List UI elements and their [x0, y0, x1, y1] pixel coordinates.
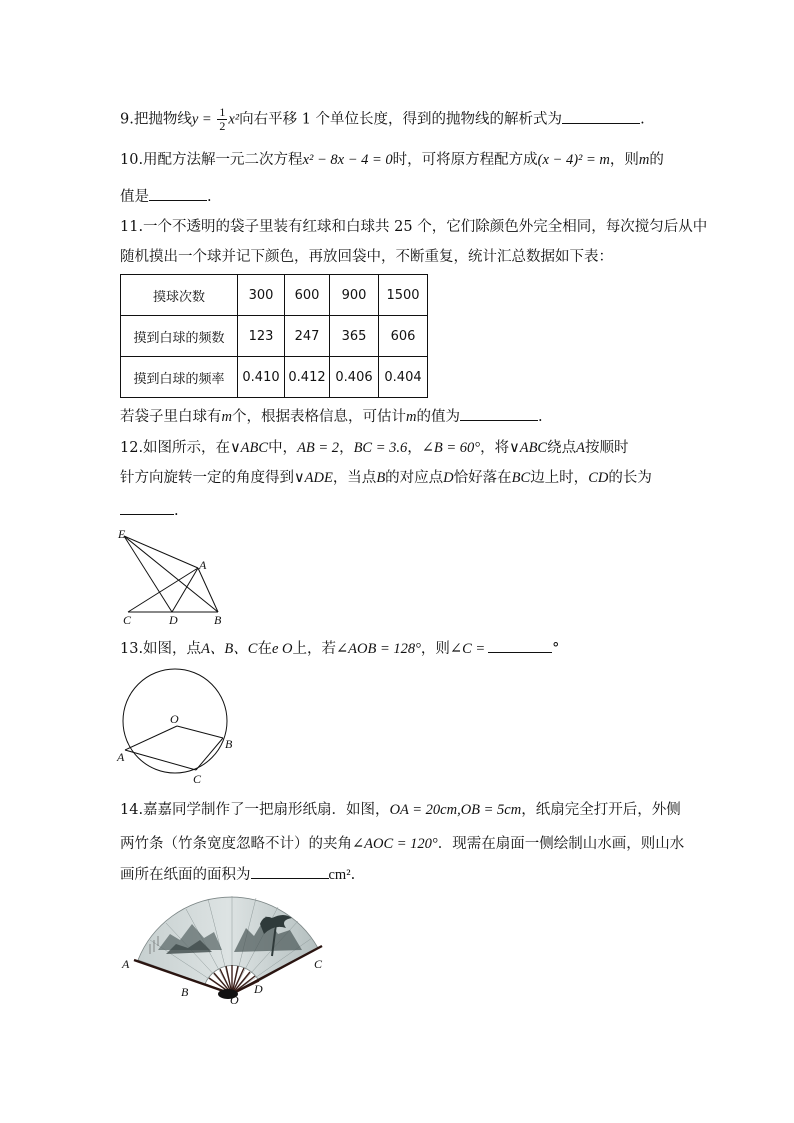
- label-o: O: [230, 993, 239, 1006]
- segment-bc: [196, 738, 223, 770]
- q13-text-3: 上，若: [292, 641, 336, 657]
- question-12-line-3: [120, 500, 179, 522]
- table-cell: 900: [330, 275, 379, 316]
- q10-var-m: m: [638, 152, 650, 168]
- q14-text-4: ．现需在扇面一侧绘制山水画，则山水: [437, 836, 685, 852]
- q11-var-m: m: [221, 409, 232, 425]
- q13-circle-o: e O: [271, 641, 293, 657]
- question-10-line-2: [120, 186, 212, 208]
- label-e: E: [118, 527, 126, 541]
- q9-text-2: 向右平移 1 个单位长度，得到的抛物线的解析式为: [239, 111, 563, 128]
- question-9: [120, 106, 645, 133]
- label-a: A: [117, 750, 125, 764]
- q9-frac-num: 1: [219, 105, 226, 119]
- q11-var-m2: m: [405, 409, 417, 425]
- label-d: D: [254, 982, 263, 996]
- q10-text-5: 值是: [120, 189, 149, 205]
- q12-text-6: 针方向旋转一定的角度得到: [120, 470, 294, 486]
- q9-text: 9.把抛物线: [120, 111, 192, 128]
- q14-given-lengths: OA = 20cm,OB = 5cm: [389, 802, 522, 818]
- q12-triangle-abc: ∨ABC: [230, 440, 269, 456]
- q14-text-3: 两竹条（竹条宽度忽略不计）的夹角: [120, 836, 352, 852]
- q14-text-2: ，纸扇完全打开后，外侧: [521, 802, 681, 818]
- q9-end: .: [640, 111, 645, 128]
- segment-oa: [125, 726, 177, 750]
- q11-answer-blank[interactable]: [460, 406, 538, 421]
- table-cell: 摸到白球的频率: [121, 357, 238, 398]
- label-a: A: [199, 558, 207, 572]
- segment-ob: [177, 726, 223, 738]
- question-11-line-2: 随机摸出一个球并记下颜色，再放回袋中，不断重复，统计汇总数据如下表：: [120, 249, 613, 265]
- label-a: A: [122, 957, 130, 971]
- table-cell: 600: [285, 275, 330, 316]
- q13-answer-blank[interactable]: [488, 638, 552, 653]
- question-10-line-1: [120, 149, 664, 171]
- q11-text-2: 个，根据表格信息，可估计: [231, 409, 406, 425]
- q12-sep-2: ，: [407, 440, 422, 456]
- q9-formula-lhs: y =: [191, 111, 212, 128]
- q12-text-10: 边上时，: [530, 470, 589, 486]
- segment-ad: [172, 568, 198, 612]
- q12-text-11: 的长为: [608, 470, 652, 486]
- table-row: [121, 316, 428, 357]
- segment-ac: [125, 750, 196, 770]
- q13-given-angle: ∠AOB = 128°: [336, 641, 421, 657]
- q13-text: 13.如图，点: [120, 641, 202, 657]
- q13-text-4: ，则: [420, 641, 450, 657]
- q12-text-5: 按顺时: [584, 440, 629, 456]
- q12-text-7: ，当点: [332, 470, 377, 486]
- q14-fan-figure: [114, 894, 334, 1006]
- segment-ca: [128, 568, 198, 612]
- q10-text-2: 时，可将原方程配方成: [392, 152, 538, 168]
- table-cell: 摸到白球的频数: [121, 316, 238, 357]
- q13-circle-figure: [114, 666, 254, 790]
- q10-end: .: [207, 189, 212, 205]
- label-c: C: [314, 957, 323, 971]
- table-row: [121, 275, 428, 316]
- question-12-line-1: [120, 437, 628, 459]
- q14-text: 14.嘉嘉同学制作了一把扇形纸扇．如图，: [120, 802, 390, 818]
- table-cell: 0.406: [330, 357, 379, 398]
- table-cell: 123: [238, 316, 285, 357]
- q12-answer-blank[interactable]: [120, 500, 174, 515]
- q9-formula-rhs: x²: [228, 111, 240, 128]
- q10-text-3: ，则: [609, 152, 639, 168]
- question-11-line-1: 11.一个不透明的袋子里装有红球和白球共 25 个，它们除颜色外完全相同，每次搅匀后从中: [120, 219, 708, 235]
- q12-text-8: 的对应点: [385, 470, 444, 486]
- q12-angle: ∠B = 60°: [421, 440, 481, 456]
- q13-end: °: [552, 641, 560, 657]
- table-cell: 摸球次数: [121, 275, 238, 316]
- question-13: [120, 638, 559, 660]
- table-cell: 0.410: [238, 357, 285, 398]
- q12-sep: ，: [339, 440, 354, 456]
- q14-unit: cm²: [328, 867, 351, 883]
- q12-text-3: ，将: [480, 440, 510, 456]
- q12-segment-bc: BC: [511, 470, 531, 486]
- q10-answer-blank[interactable]: [149, 186, 207, 201]
- q11-text-3: 的值为: [416, 409, 460, 425]
- q12-text-9: 恰好落在: [453, 470, 512, 486]
- table-cell: 300: [238, 275, 285, 316]
- table-cell: 606: [379, 316, 428, 357]
- q12-triangle-figure: [114, 524, 234, 628]
- q12-point-d: D: [443, 470, 454, 486]
- q9-fraction: [217, 106, 227, 133]
- table-cell: 0.404: [379, 357, 428, 398]
- label-c: C: [193, 772, 202, 786]
- q12-triangle-ade: ∨ADE: [294, 470, 333, 486]
- question-14-line-1: [120, 799, 681, 821]
- q12-end: .: [174, 503, 179, 519]
- q9-answer-blank[interactable]: [562, 109, 640, 124]
- q14-text-5: 画所在纸面的面积为: [120, 867, 251, 883]
- label-o: O: [170, 712, 179, 726]
- segment-ab: [198, 568, 218, 612]
- q12-segment-cd: CD: [588, 470, 609, 486]
- label-b: B: [225, 737, 233, 751]
- q13-points: A、B、C: [201, 641, 258, 657]
- label-b: B: [181, 985, 189, 999]
- q9-frac-den: 2: [219, 119, 226, 133]
- q11-text: 若袋子里白球有: [120, 409, 222, 425]
- q11-end: .: [537, 409, 543, 425]
- q12-point-b: B: [376, 470, 386, 486]
- segment-ed: [124, 536, 172, 612]
- label-c: C: [123, 613, 132, 627]
- table-cell: 1500: [379, 275, 428, 316]
- q10-text: 10.用配方法解一元二次方程: [120, 152, 303, 168]
- q14-given-angle: ∠AOC = 120°: [352, 836, 438, 852]
- question-12-line-2: [120, 467, 652, 489]
- question-11-line-3: [120, 406, 543, 428]
- q12-text: 12.如图所示，在: [120, 440, 231, 456]
- question-14-line-3: [120, 864, 355, 886]
- q12-text-2: 中，: [268, 440, 298, 456]
- segment-ea: [124, 536, 198, 568]
- table-cell: 0.412: [285, 357, 330, 398]
- frequency-table: [120, 274, 428, 398]
- segment-eb: [124, 536, 218, 612]
- q13-ask-angle: ∠C =: [449, 641, 486, 657]
- q13-text-2: 在: [257, 641, 272, 657]
- q12-point-a: A: [576, 440, 585, 456]
- table-cell: 247: [285, 316, 330, 357]
- q12-text-4: 绕点: [547, 440, 577, 456]
- question-14-line-2: [120, 833, 684, 855]
- q14-end: .: [350, 867, 356, 883]
- q14-answer-blank[interactable]: [251, 864, 329, 879]
- q10-text-4: 的: [649, 152, 664, 168]
- q10-form: (x − 4)² = m: [537, 152, 610, 168]
- table-row: [121, 357, 428, 398]
- label-d: D: [169, 613, 178, 627]
- table-cell: 365: [330, 316, 379, 357]
- q10-equation: x² − 8x − 4 = 0: [302, 152, 393, 168]
- label-b: B: [214, 613, 222, 627]
- q12-bc: BC = 3.6: [353, 440, 408, 456]
- q12-triangle-abc-2: ∨ABC: [509, 440, 548, 456]
- q12-ab: AB = 2: [297, 440, 340, 456]
